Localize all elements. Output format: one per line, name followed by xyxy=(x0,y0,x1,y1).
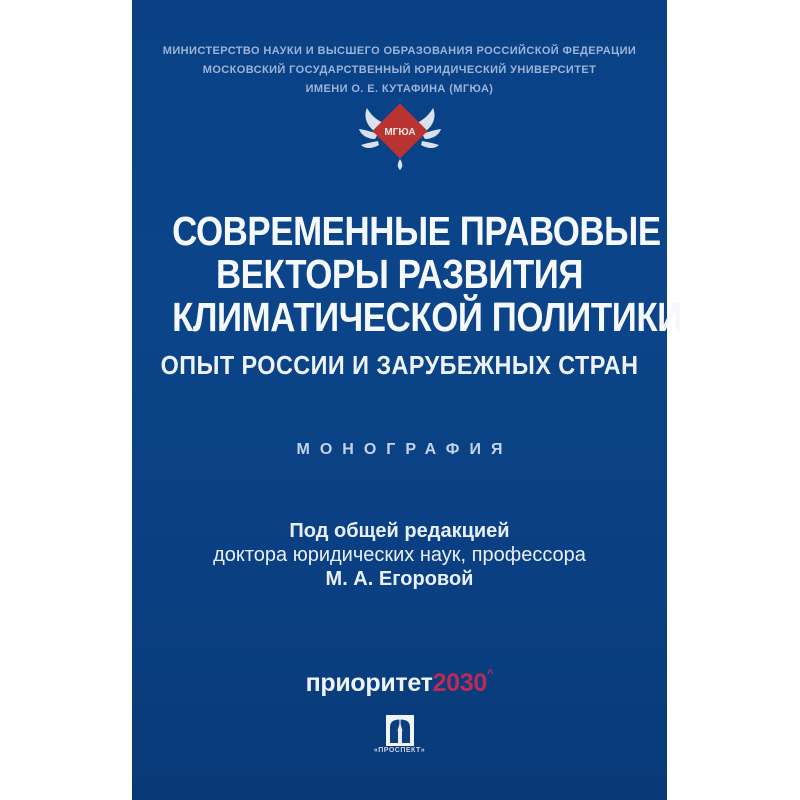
priority-logo-year: 2030 xyxy=(432,669,487,697)
title-line-1: СОВРЕМЕННЫЕ ПРАВОВЫЕ xyxy=(172,208,661,254)
university-name-line: ИМЕНИ О. Е. КУТАФИНА (МГЮА) xyxy=(305,83,494,95)
title-line-3: КЛИМАТИЧЕСКОЙ ПОЛИТИКИ xyxy=(172,294,682,340)
ministry-line: МИНИСТЕРСТВО НАУКИ И ВЫСШЕГО ОБРАЗОВАНИЯ РОССИЙСКОЙ ФЕДЕРАЦИИ xyxy=(162,45,637,57)
book-title xyxy=(132,208,682,340)
publisher-name: «ПРОСПЕКТ» xyxy=(373,747,426,754)
university-header xyxy=(132,42,667,99)
priority-logo-word: приоритет xyxy=(305,669,433,697)
title-line-2: ВЕКТОРЫ РАЗВИТИЯ xyxy=(215,251,584,297)
monograph-label: МОНОГРАФИЯ xyxy=(296,441,513,458)
university-line: МОСКОВСКИЙ ГОСУДАРСТВЕННЫЙ ЮРИДИЧЕСКИЙ УНИВЕРСИТЕТ xyxy=(202,64,597,76)
priority-logo-mark-icon: ^ xyxy=(487,668,494,680)
editors-intro: Под общей редакцией xyxy=(289,520,510,542)
mgua-emblem-icon xyxy=(132,99,667,176)
editors-block xyxy=(132,519,667,591)
book-subtitle: ОПЫТ РОССИИ И ЗАРУБЕЖНЫХ СТРАН xyxy=(160,350,639,380)
editor-name: М. А. Егоровой xyxy=(325,568,474,590)
editor-credentials: доктора юридических наук, профессора xyxy=(213,544,586,566)
priority-2030-logo xyxy=(132,668,667,698)
book-cover xyxy=(132,0,682,800)
prospekt-logo-icon xyxy=(132,715,667,751)
emblem-label: МГЮА xyxy=(383,127,416,138)
